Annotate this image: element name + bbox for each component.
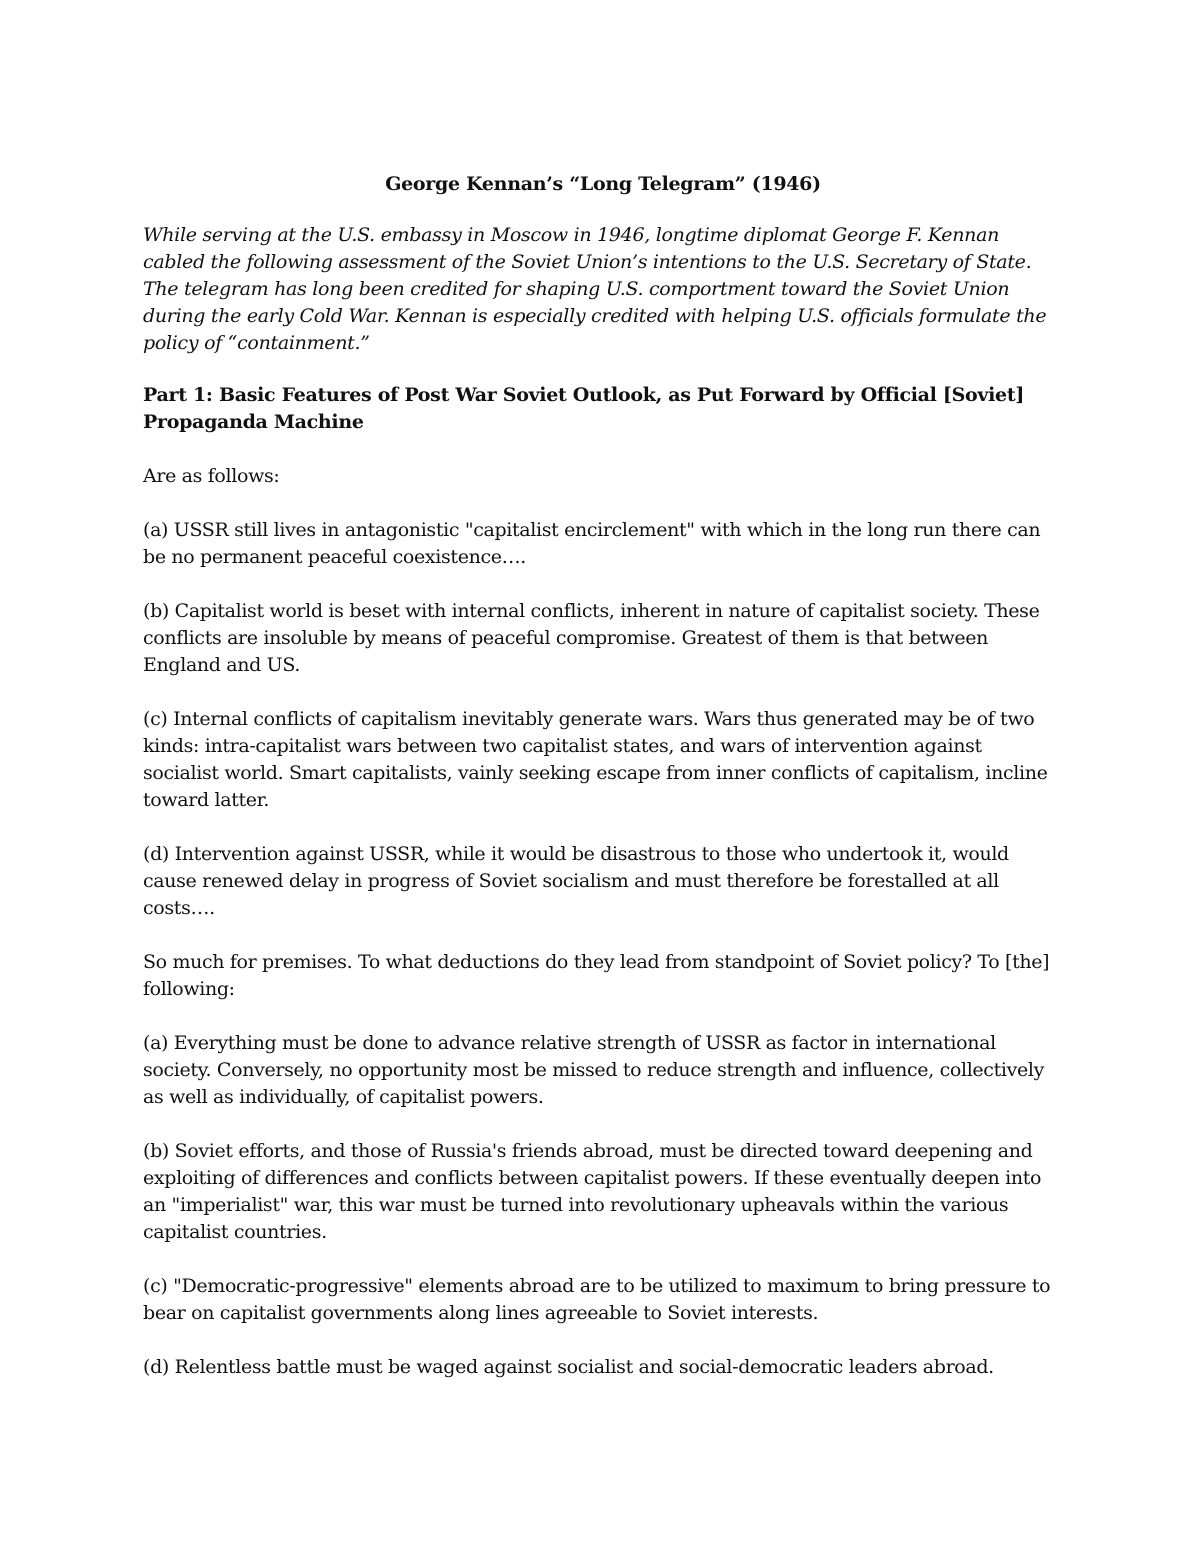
paragraph-deduction-c: (c) "Democratic-progressive" elements abroad are to be utilized to maximum to bring pressure to bear on capitalist governments along lines agreeable to Soviet interests.: [143, 1275, 1051, 1324]
section-heading: Part 1: Basic Features of Post War Soviet Outlook, as Put Forward by Official [Soviet] Propaganda Machine: [143, 384, 1025, 433]
intro-paragraph: While serving at the U.S. embassy in Moscow in 1946, longtime diplomat George F. Kennan cabled the following assessment of the Soviet Union’s intentions to the U.S. Secretary of State. The telegram has long been credited for shaping U.S. comportment toward the Soviet Union during the early Cold War. Kennan is especially credited with helping U.S. officials formulate the policy of “containment.”: [143, 224, 1047, 354]
paragraph-deduction-b: (b) Soviet efforts, and those of Russia's friends abroad, must be directed toward deepening and exploiting of differences and conflicts between capitalist powers. If these eventually deepen into an "imperialist" war, this war must be turned into revolutionary upheavals within the various capitalist countries.: [143, 1140, 1042, 1243]
paragraph-premise-b: (b) Capitalist world is beset with internal conflicts, inherent in nature of capitalist society. These conflicts are insoluble by means of peaceful compromise. Greatest of them is that between England and US.: [143, 600, 1040, 676]
document-page: [143, 171, 1063, 1408]
paragraph-premise-d: (d) Intervention against USSR, while it would be disastrous to those who undertook it, would cause renewed delay in progress of Soviet socialism and must therefore be forestalled at all costs….: [143, 843, 1009, 919]
paragraph-premise-a: (a) USSR still lives in antagonistic "capitalist encirclement" with which in the long run there can be no permanent peaceful coexistence….: [143, 519, 1041, 568]
document-title: George Kennan’s “Long Telegram” (1946): [385, 173, 821, 195]
paragraph-transition: So much for premises. To what deductions do they lead from standpoint of Soviet policy? To [the] following:: [143, 951, 1050, 1000]
paragraph-premise-c: (c) Internal conflicts of capitalism inevitably generate wars. Wars thus generated may be of two kinds: intra-capitalist wars between two capitalist states, and wars of intervention against socialist world. Smart capitalists, vainly seeking escape from inner conflicts of capitalism, incline toward latter.: [143, 708, 1048, 811]
paragraph-deduction-d: (d) Relentless battle must be waged against socialist and social-democratic leaders abroad.: [143, 1356, 994, 1378]
paragraph-intro: Are as follows:: [143, 465, 280, 487]
paragraph-deduction-a: (a) Everything must be done to advance relative strength of USSR as factor in international society. Conversely, no opportunity most be missed to reduce strength and influence, collectively as well as individually, of capitalist powers.: [143, 1032, 1045, 1108]
